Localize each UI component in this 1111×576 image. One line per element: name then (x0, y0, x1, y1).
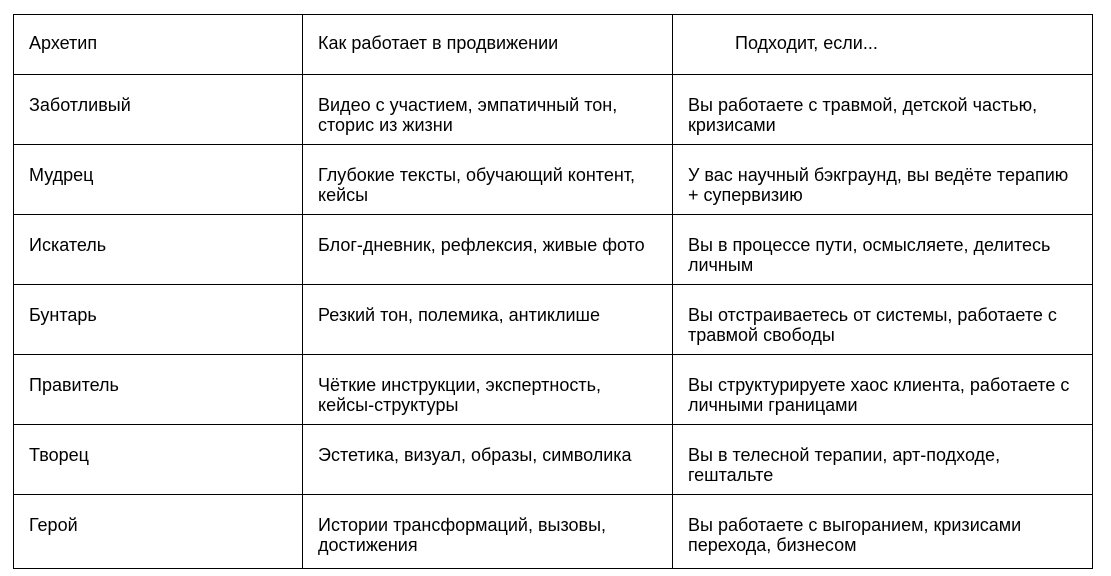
header-fits: Подходит, если... (673, 15, 1093, 75)
cell-fits: Вы отстраиваетесь от системы, работаете с травмой свободы (673, 285, 1093, 355)
header-archetype: Архетип (14, 15, 303, 75)
table-row (14, 145, 1093, 215)
table-row (14, 75, 1093, 145)
cell-promotion: Чёткие инструкции, экспертность, кейсы-структуры (303, 355, 673, 425)
cell-archetype: Заботливый (14, 75, 303, 145)
table-row (14, 215, 1093, 285)
cell-fits: Вы в телесной терапии, арт-подходе, гештальте (673, 425, 1093, 495)
cell-fits: Вы структурируете хаос клиента, работаете с личными границами (673, 355, 1093, 425)
cell-promotion: Блог-дневник, рефлексия, живые фото (303, 215, 673, 285)
cell-promotion: Эстетика, визуал, образы, символика (303, 425, 673, 495)
cell-fits: Вы работаете с выгоранием, кризисами перехода, бизнесом (673, 495, 1093, 569)
cell-promotion: Глубокие тексты, обучающий контент, кейсы (303, 145, 673, 215)
cell-fits: Вы в процессе пути, осмысляете, делитесь личным (673, 215, 1093, 285)
cell-archetype: Мудрец (14, 145, 303, 215)
cell-archetype: Герой (14, 495, 303, 569)
table-row (14, 355, 1093, 425)
cell-fits: Вы работаете с травмой, детской частью, кризисами (673, 75, 1093, 145)
table-row (14, 495, 1093, 569)
header-promotion: Как работает в продвижении (303, 15, 673, 75)
cell-archetype: Правитель (14, 355, 303, 425)
cell-promotion: Видео с участием, эмпатичный тон, сторис из жизни (303, 75, 673, 145)
table-header-row (14, 15, 1093, 75)
cell-archetype: Бунтарь (14, 285, 303, 355)
cell-promotion: Резкий тон, полемика, антиклише (303, 285, 673, 355)
archetype-table (13, 14, 1093, 569)
table-row (14, 285, 1093, 355)
cell-promotion: Истории трансформаций, вызовы, достижения (303, 495, 673, 569)
cell-archetype: Творец (14, 425, 303, 495)
table-row (14, 425, 1093, 495)
cell-fits: У вас научный бэкграунд, вы ведёте терапию + супервизию (673, 145, 1093, 215)
cell-archetype: Искатель (14, 215, 303, 285)
